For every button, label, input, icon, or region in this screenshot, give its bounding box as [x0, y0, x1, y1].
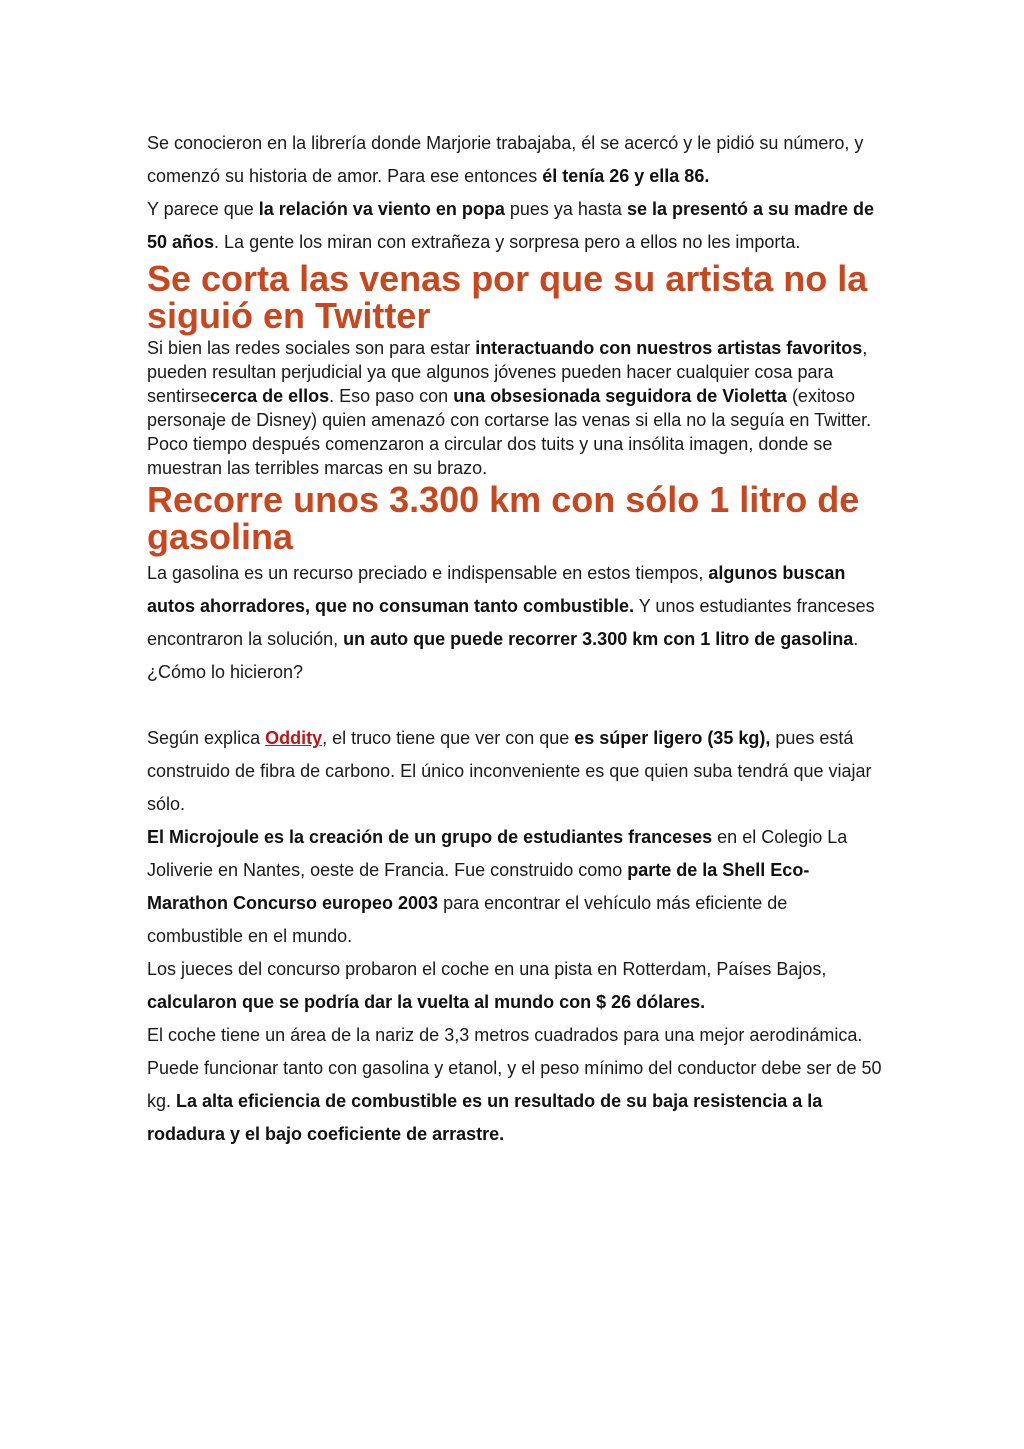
text: . Eso paso con [329, 386, 454, 406]
bold-text: El Microjoule es la creación de un grupo de estudiantes franceses [147, 827, 713, 847]
article2-paragraph-1 [147, 336, 882, 480]
article1-paragraph-1 [147, 127, 882, 193]
blank-line [147, 689, 882, 722]
text: Y unos estudiantes franceses encontraron la solución, [147, 596, 875, 649]
bold-text: parte de la Shell Eco-Marathon Concurso europeo 2003 [147, 860, 810, 913]
article3-paragraph-3 [147, 821, 882, 953]
text: . ¿Cómo lo hicieron? [147, 629, 859, 682]
bold-text: La alta eficiencia de combustible es un resultado de su baja resistencia a la rodadura y el bajo coeficiente de arrastre. [147, 1091, 823, 1144]
bold-text: interactuando con nuestros artistas favoritos [475, 338, 863, 358]
text: Se conocieron en la librería donde Marjorie trabajaba, él se acercó y le pidió su número, y comenzó su historia de amor. Para ese entonces [147, 133, 864, 186]
text: La gasolina es un recurso preciado e indispensable en estos tiempos, [147, 563, 709, 583]
article3-paragraph-2 [147, 722, 882, 821]
article1-paragraph-2 [147, 193, 882, 259]
text: Y parece que [147, 199, 259, 219]
oddity-link[interactable]: Oddity [265, 728, 323, 748]
article3-paragraph-5 [147, 1019, 882, 1151]
article3-heading: Recorre unos 3.300 km con sólo 1 litro de gasolina [147, 479, 860, 557]
bold-text: un auto que puede recorrer 3.300 km con 1 litro de gasolina [343, 629, 854, 649]
bold-text: se la presentó a su madre de 50 años [147, 199, 875, 252]
bold-text: la relación va viento en popa [258, 199, 505, 219]
text: (exitoso personaje de Disney) quien amenazó con cortarse las venas si ella no la seguía en Twitter. Poco tiempo después comenzaron a circular dos tuits y una insólita imagen, donde se muestran las terribles marcas en su brazo. [147, 386, 872, 478]
article3-paragraph-1 [147, 557, 882, 689]
text: Los jueces del concurso probaron el coche en una pista en Rotterdam, Países Bajos, [147, 959, 827, 979]
bold-text: es súper ligero (35 kg), [574, 728, 771, 748]
bold-text: cerca de ellos [210, 386, 330, 406]
bold-text: una obsesionada seguidora de Violetta [453, 386, 787, 406]
article3-paragraph-4 [147, 953, 882, 1019]
bold-text: calcularon que se podría dar la vuelta al mundo con $ 26 dólares. [147, 992, 706, 1012]
text: . La gente los miran con extrañeza y sorpresa pero a ellos no les importa. [214, 232, 801, 252]
text: para encontrar el vehículo más eficiente de combustible en el mundo. [147, 893, 788, 946]
article2-heading: Se corta las venas por que su artista no la siguió en Twitter [147, 258, 868, 336]
bold-text: él tenía 26 y ella 86. [542, 166, 710, 186]
text: El coche tiene un área de la nariz de 3,3 metros cuadrados para una mejor aerodinámica. Puede funcionar tanto con gasolina y etanol, y el peso mínimo del conductor debe ser de 50 kg. [147, 1025, 882, 1111]
text: en el Colegio La Joliverie en Nantes, oeste de Francia. Fue construido como [147, 827, 848, 880]
text: pues ya hasta [504, 199, 627, 219]
bold-text: algunos buscan autos ahorradores, que no consuman tanto combustible. [147, 563, 846, 616]
text: pues está construido de fibra de carbono. El único inconveniente es que quien suba tendrá que viajar sólo. [147, 728, 872, 814]
document-page [147, 127, 882, 1151]
text: Según explica [147, 728, 266, 748]
text: Si bien las redes sociales son para estar [147, 338, 476, 358]
text: , pueden resultan perjudicial ya que algunos jóvenes pueden hacer cualquier cosa para sentirse [147, 338, 868, 406]
text: , el truco tiene que ver con que [322, 728, 575, 748]
